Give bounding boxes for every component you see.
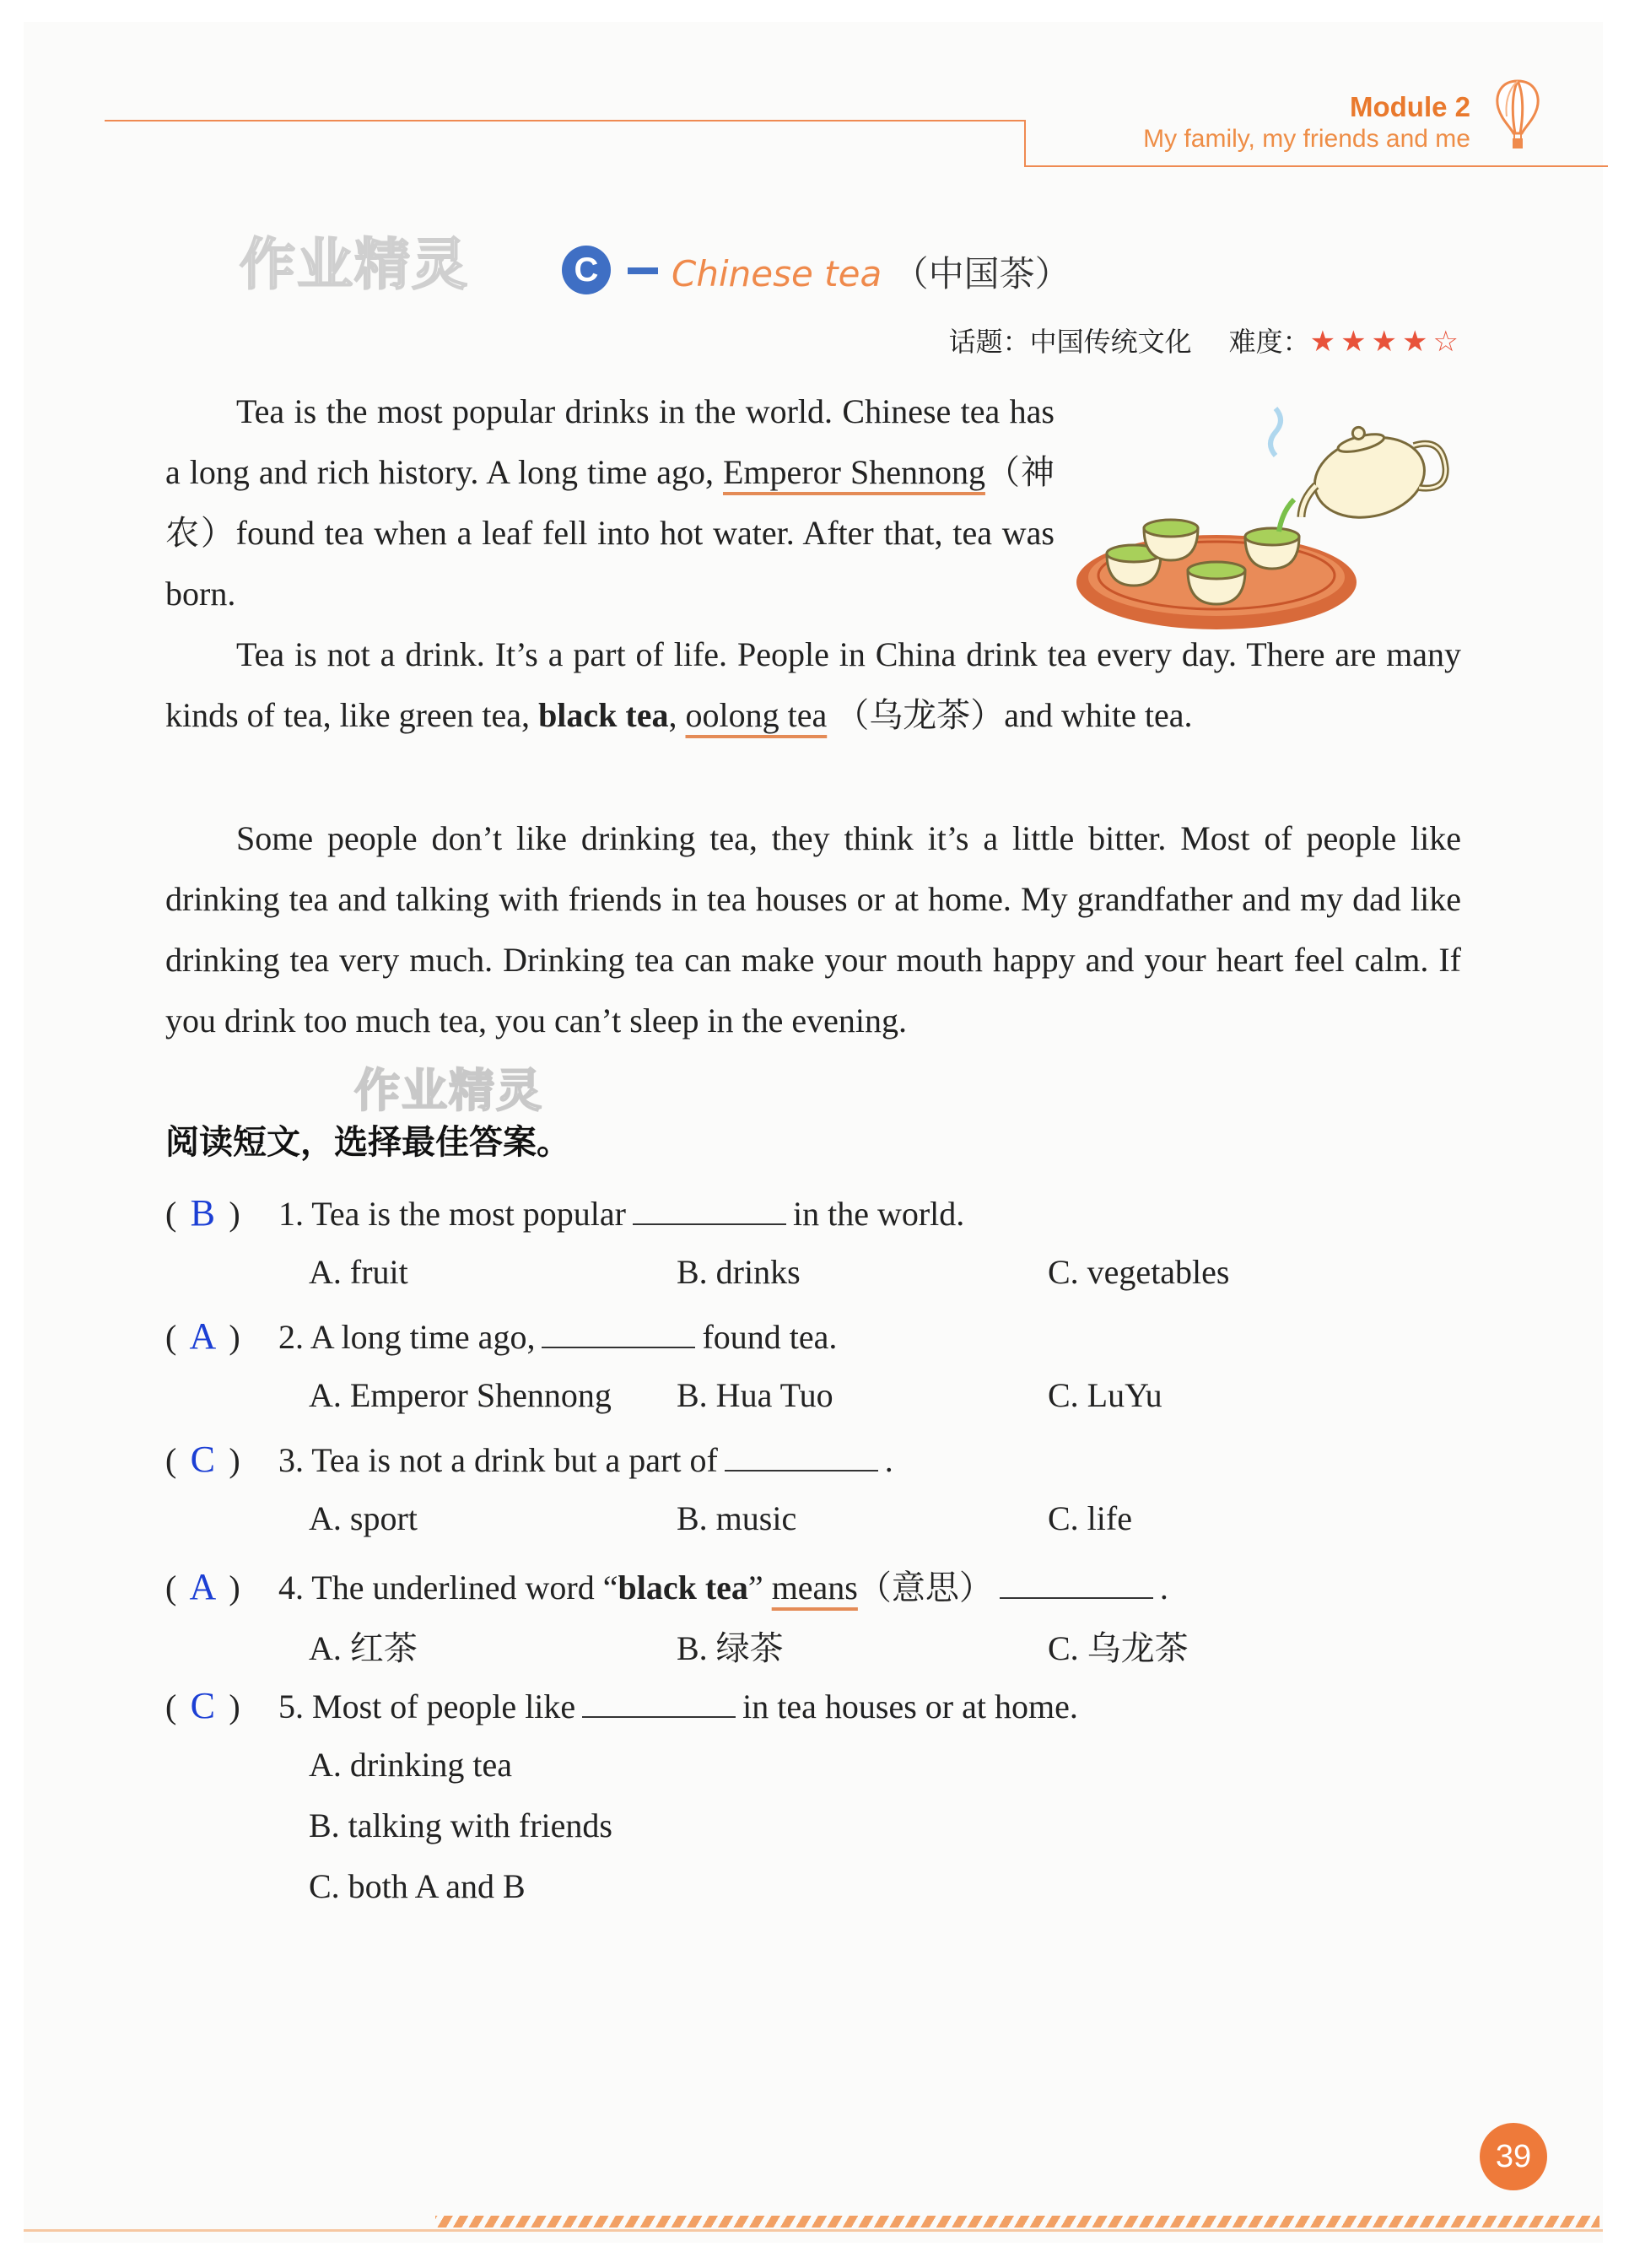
q3-pre: Tea is not a drink but a part of xyxy=(311,1441,718,1479)
answer-5: C xyxy=(190,1685,215,1726)
q1-option-c: C. vegetables xyxy=(1048,1253,1230,1291)
q3-post: . xyxy=(884,1441,893,1479)
q2-num: 2. xyxy=(278,1318,304,1356)
q5-num: 5. xyxy=(278,1688,304,1725)
hot-air-balloon-icon xyxy=(1491,78,1544,155)
header-rule-tick xyxy=(1024,120,1026,167)
watermark: 作业精灵 xyxy=(240,232,469,297)
module-subtitle: My family, my friends and me xyxy=(1143,125,1470,153)
q4-black-tea: black tea xyxy=(618,1569,748,1606)
emperor-shennong: Emperor Shennong xyxy=(722,453,985,491)
q5-option-b: B. talking with friends xyxy=(309,1806,612,1844)
header-rule-left xyxy=(105,120,1026,122)
q4-option-b: B. 绿茶 xyxy=(677,1629,784,1667)
q4-post: . xyxy=(1159,1569,1168,1606)
answer-bracket: ( A ) xyxy=(165,1315,240,1357)
question-3 xyxy=(165,1438,893,1481)
answer-bracket: ( B ) xyxy=(165,1192,240,1234)
q5-pre: Most of people like xyxy=(312,1688,576,1725)
answer-4: A xyxy=(189,1566,217,1607)
q5-option-a: A. drinking tea xyxy=(309,1746,513,1784)
section-badge: C xyxy=(562,246,611,294)
q3-num: 3. xyxy=(278,1441,304,1479)
topic-line xyxy=(949,321,1464,359)
q2-pre: A long time ago, xyxy=(310,1318,536,1356)
topic-label: 话题：中国传统文化 xyxy=(948,326,1192,358)
q2-option-b: B. Hua Tuo xyxy=(677,1376,833,1414)
q1-pre: Tea is the most popular xyxy=(311,1195,626,1233)
q4-num: 4. xyxy=(278,1569,304,1606)
p2-text-a: Tea is not a drink. It’s a part of life. People in China drink tea every day. There are many kinds of tea, like green tea, xyxy=(165,635,1461,734)
difficulty-stars: ★★★★☆ xyxy=(1309,325,1464,359)
answer-3: C xyxy=(190,1439,215,1480)
q3-blank xyxy=(725,1444,878,1472)
q4-option-a: A. 红茶 xyxy=(309,1629,418,1667)
section-title xyxy=(672,246,1071,297)
header-rule-right xyxy=(1026,165,1608,167)
answer-2: A xyxy=(189,1315,217,1357)
p2-text-b: （乌龙茶）and white tea. xyxy=(835,696,1193,734)
passage-paragraph-2 xyxy=(165,624,1461,746)
answer-bracket: ( A ) xyxy=(165,1566,240,1607)
answer-bracket: ( C ) xyxy=(165,1685,240,1726)
answer-bracket: ( C ) xyxy=(165,1439,240,1480)
q2-option-a: A. Emperor Shennong xyxy=(309,1376,612,1414)
page-number: 39 xyxy=(1480,2123,1547,2190)
q4-blank xyxy=(1000,1572,1153,1599)
q4-option-c: C. 乌龙茶 xyxy=(1048,1629,1189,1667)
p1-text-b: （神农）found tea when a leaf fell into hot water. After that, tea was born. xyxy=(165,453,1055,613)
q4-zh: （意思） xyxy=(857,1569,993,1606)
q3-option-a: A. sport xyxy=(309,1499,418,1537)
oolong-tea: oolong tea xyxy=(685,696,828,734)
passage-paragraph-3: Some people don’t like drinking tea, they think it’s a little bitter. Most of people like drinking tea and talking with friends in tea houses or at home. My grandfather and my dad like drinking tea very much. Drinking tea can make your mouth happy and your heart feel calm. If you drink too much tea, you can’t sleep in the evening. xyxy=(165,819,1461,1040)
q5-option-c: C. both A and B xyxy=(309,1867,526,1905)
q3-option-b: B. music xyxy=(677,1499,797,1537)
q1-num: 1. xyxy=(278,1195,304,1233)
question-2 xyxy=(165,1315,837,1358)
q5-post: in tea houses or at home. xyxy=(742,1688,1078,1725)
question-1 xyxy=(165,1191,964,1234)
watermark-secondary: 作业精灵 xyxy=(354,1064,543,1117)
question-5 xyxy=(165,1684,1078,1727)
passage-paragraph-1 xyxy=(165,381,1055,624)
q1-option-b: B. drinks xyxy=(677,1253,801,1291)
answer-1: B xyxy=(190,1192,215,1234)
q2-option-c: C. LuYu xyxy=(1048,1376,1162,1414)
section-title-en: Chinese tea xyxy=(672,253,882,294)
p1-text-a: Tea is the most popular drinks in the world. Chinese tea has a long and rich history. A long time ago, xyxy=(165,392,1055,491)
section-title-zh: （中国茶） xyxy=(893,253,1071,294)
q4-pre: The underlined word “ xyxy=(311,1569,618,1606)
question-4 xyxy=(165,1561,1168,1609)
q2-post: found tea. xyxy=(702,1318,838,1356)
q1-option-a: A. fruit xyxy=(309,1253,408,1291)
p2-comma: , xyxy=(668,696,677,734)
difficulty-label: 难度： xyxy=(1228,326,1310,358)
q3-option-c: C. life xyxy=(1048,1499,1132,1537)
q5-blank xyxy=(582,1691,736,1718)
footer-stripe xyxy=(435,2216,1599,2228)
black-tea-bold: black tea xyxy=(538,696,669,734)
module-title: Module 2 xyxy=(1349,91,1470,122)
instruction: 阅读短文，选择最佳答案。 xyxy=(165,1123,570,1162)
q4-quote: ” xyxy=(747,1569,763,1606)
q4-means: means xyxy=(771,1569,858,1606)
q2-blank xyxy=(542,1321,695,1348)
section-dash xyxy=(628,267,658,274)
q1-blank xyxy=(633,1198,786,1225)
footer-line xyxy=(24,2229,1603,2232)
q1-post: in the world. xyxy=(792,1195,965,1233)
tea-set-illustration xyxy=(1065,405,1470,658)
